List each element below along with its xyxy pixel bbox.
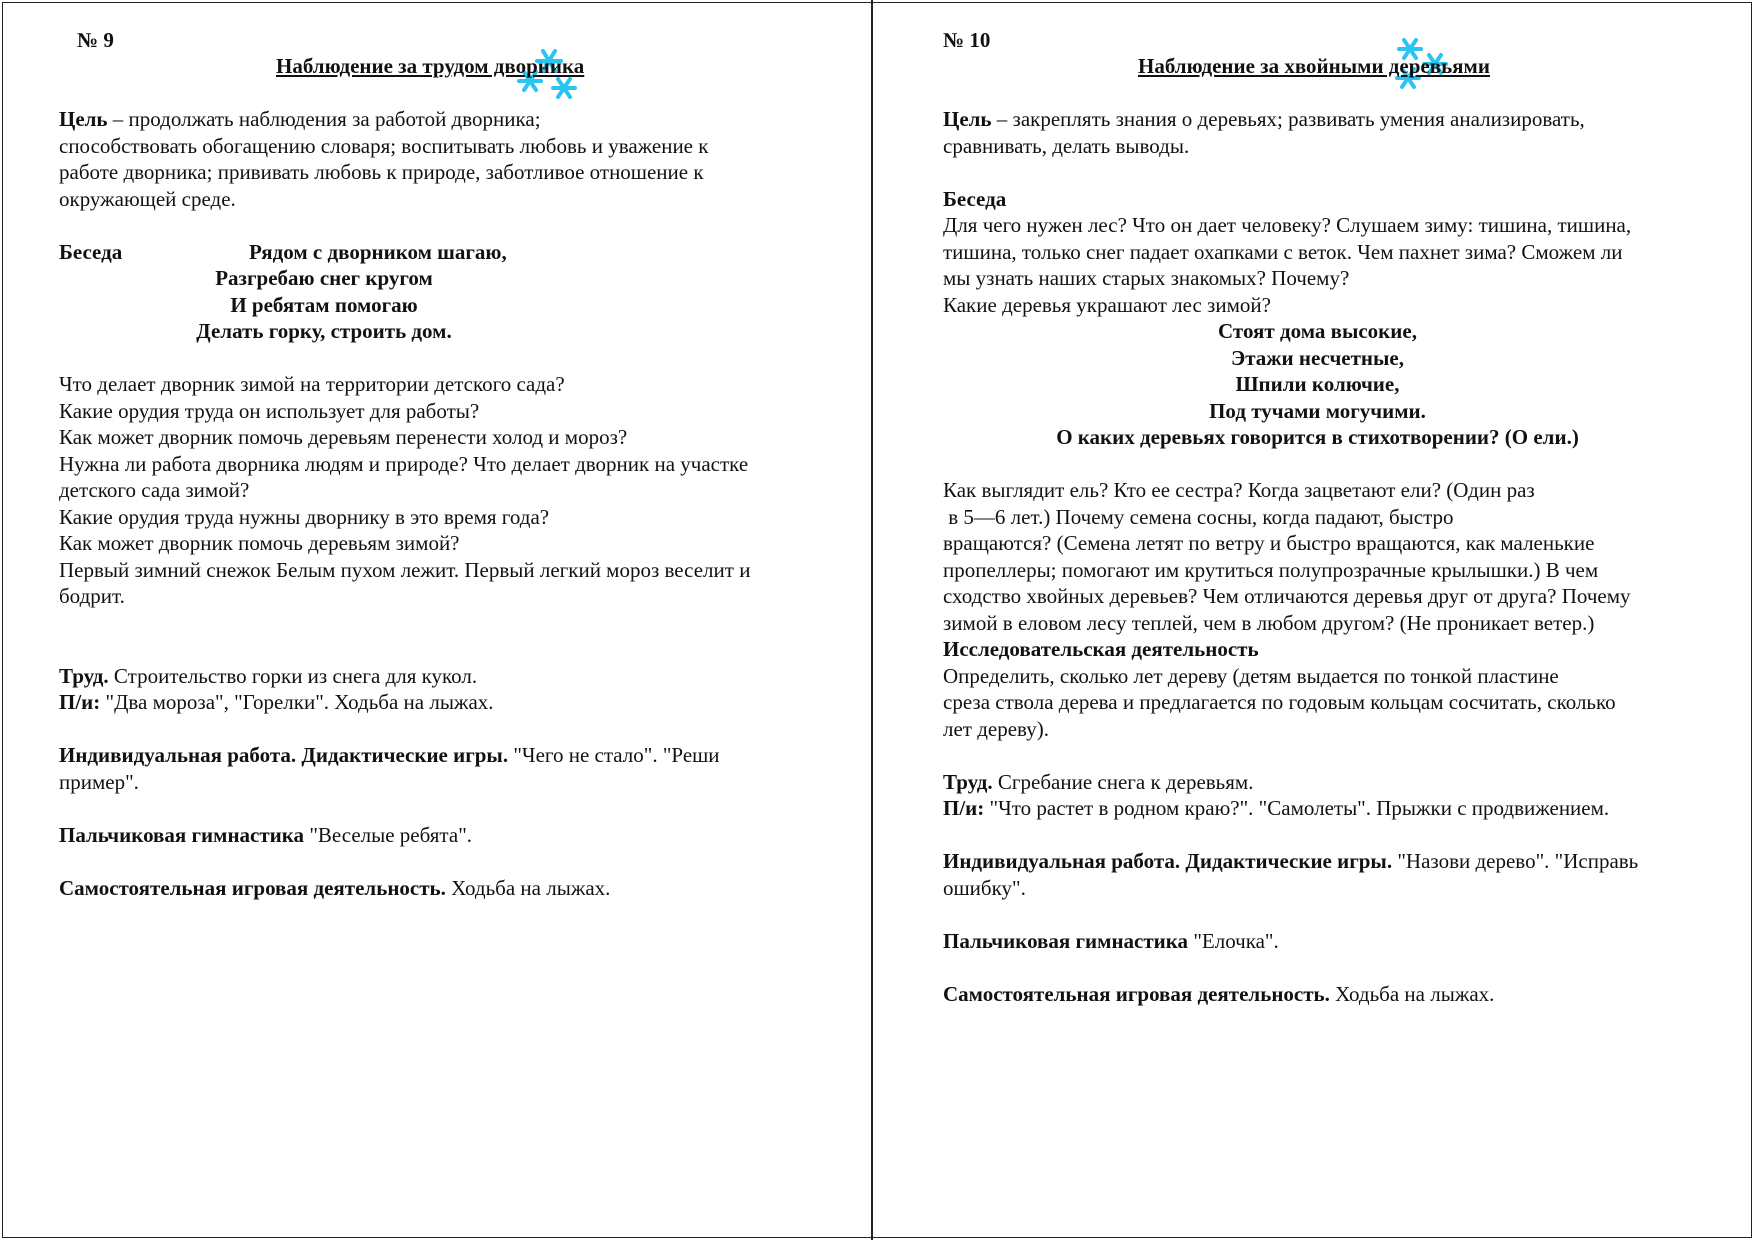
goal-text: – закреплять знания о деревьях; развивать умения анализировать, <box>991 107 1585 131</box>
finger-text: "Елочка". <box>1188 928 1279 953</box>
independent-label: Самостоятельная игровая деятельность. <box>59 875 446 900</box>
question-line: зимой в еловом лесу теплей, чем в любом другом? (Не проникает ветер.) <box>943 610 1595 635</box>
individual-label: Индивидуальная работа. Дидактические игры. <box>943 849 1393 873</box>
right-goal <box>943 106 1743 133</box>
talk-label: Беседа <box>59 239 123 264</box>
talk-line: тишина, только снег падает охапками с веток. Чем пахнет зима? Сможем ли <box>943 239 1623 264</box>
question-line: Что делает дворник зимой на территории детского сада? <box>59 372 565 396</box>
right-games <box>943 795 1743 822</box>
right-title: Наблюдение за хвойными деревьями <box>1138 54 1490 78</box>
question-line: Как может дворник помочь деревьям зимой? <box>59 531 460 555</box>
left-title: Наблюдение за трудом дворника <box>276 54 585 78</box>
poem-line: Стоят дома высокие, <box>1218 319 1417 343</box>
independent-text: Ходьба на лыжах. <box>445 875 611 900</box>
question-line: Как может дворник помочь деревьям перенести холод и мороз? <box>59 425 628 449</box>
poem-line: И ребятам помогаю <box>230 292 418 317</box>
independent-label: Самостоятельная игровая деятельность. <box>943 981 1330 1006</box>
research-line: лет дереву). <box>943 716 1049 741</box>
left-poem <box>84 265 564 345</box>
research-line: среза ствола дерева и предлагается по годовым кольцам сосчитать, сколько <box>943 690 1616 714</box>
question-line: в 5—6 лет.) Почему семена сосны, когда падают, быстро <box>943 504 1454 529</box>
question-line: детского сада зимой? <box>59 478 250 502</box>
right-independent <box>943 981 1743 1008</box>
left-content <box>59 106 859 901</box>
goal-label: Цель <box>943 107 992 131</box>
question-line: сходство хвойных деревьев? Чем отличаются деревья друг от друга? Почему <box>943 584 1631 608</box>
question-line: Какие орудия труда нужны дворнику в это время года? <box>59 504 550 529</box>
right-page-number: № 10 <box>943 28 991 52</box>
poem-line: Под тучами могучими. <box>1209 398 1426 423</box>
right-poem <box>943 318 1692 451</box>
goal-label: Цель <box>59 107 108 131</box>
poem-question: О каких деревьях говорится в стихотворении? (О ели.) <box>1056 425 1579 449</box>
right-individual <box>943 848 1743 875</box>
right-finger <box>943 928 1743 955</box>
poem-line: Шпили колючие, <box>1235 372 1400 396</box>
left-talk-row <box>59 239 859 266</box>
finger-label: Пальчиковая гимнастика <box>943 928 1189 953</box>
question-line: Первый зимний снежок Белым пухом лежит. Первый легкий мороз веселит и <box>59 557 751 582</box>
poem-line: Разгребаю снег кругом <box>215 266 433 290</box>
left-labor <box>59 663 859 690</box>
games-label: П/и: <box>943 796 985 820</box>
left-individual <box>59 742 859 769</box>
games-text: "Что растет в родном краю?". "Самолеты". Прыжки с продвижением. <box>984 796 1610 820</box>
talk-line: Для чего нужен лес? Что он дает человеку? Слушаем зиму: тишина, тишина, <box>943 213 1632 237</box>
research-line: Определить, сколько лет дереву (детям выдается по тонкой пластине <box>943 663 1559 688</box>
talk-line: мы узнать наших старых знакомых? Почему? <box>943 266 1350 290</box>
question-line: Нужна ли работа дворника людям и природе? Что делает дворник на участке <box>59 451 749 476</box>
poem-line: Делать горку, строить дом. <box>196 319 452 343</box>
goal-text: сравнивать, делать выводы. <box>943 133 1190 158</box>
poem-line: Этажи несчетные, <box>1230 345 1404 370</box>
individual-text: ошибку". <box>943 875 1026 900</box>
question-line: Какие орудия труда он использует для работы? <box>59 398 480 423</box>
games-label: П/и: <box>59 690 101 714</box>
goal-text: способствовать обогащению словаря; воспитывать любовь и уважение к <box>59 133 709 158</box>
individual-text: "Чего не стало". "Реши <box>508 743 720 767</box>
finger-label: Пальчиковая гимнастика <box>59 822 305 847</box>
question-line: бодрит. <box>59 584 125 608</box>
question-line: Как выглядит ель? Кто ее сестра? Когда зацветают ели? (Один раз <box>943 478 1535 502</box>
labor-label: Труд. <box>59 663 109 688</box>
goal-text: – продолжать наблюдения за работой дворника; <box>107 107 541 131</box>
poem-line: Рядом с дворником шагаю, <box>249 239 507 264</box>
goal-text: окружающей среде. <box>59 186 236 211</box>
question-line: пропеллеры; помогают им крутиться полупрозрачные крылышки.) В чем <box>943 557 1599 582</box>
games-text: "Два мороза", "Горелки". Ходьба на лыжах. <box>100 690 494 714</box>
labor-label: Труд. <box>943 769 993 794</box>
right-content <box>943 106 1743 1007</box>
research-label: Исследовательская деятельность <box>943 637 1259 661</box>
left-goal <box>59 106 859 133</box>
talk-line: Какие деревья украшают лес зимой? <box>943 292 1271 317</box>
right-labor <box>943 769 1743 796</box>
labor-text: Строительство горки из снега для кукол. <box>108 663 478 688</box>
left-games <box>59 689 859 716</box>
independent-text: Ходьба на лыжах. <box>1329 981 1495 1006</box>
labor-text: Сгребание снега к деревьям. <box>992 769 1254 794</box>
left-independent <box>59 875 859 902</box>
left-finger <box>59 822 859 849</box>
individual-label: Индивидуальная работа. Дидактические игры. <box>59 743 509 767</box>
individual-text: пример". <box>59 769 139 794</box>
finger-text: "Веселые ребята". <box>304 822 473 847</box>
question-line: вращаются? (Семена летят по ветру и быстро вращаются, как маленькие <box>943 531 1595 555</box>
left-page-number: № 9 <box>77 28 114 52</box>
individual-text: "Назови дерево". "Исправь <box>1392 849 1639 873</box>
goal-text: работе дворника; прививать любовь к природе, заботливое отношение к <box>59 160 704 184</box>
talk-label: Беседа <box>943 186 1007 211</box>
